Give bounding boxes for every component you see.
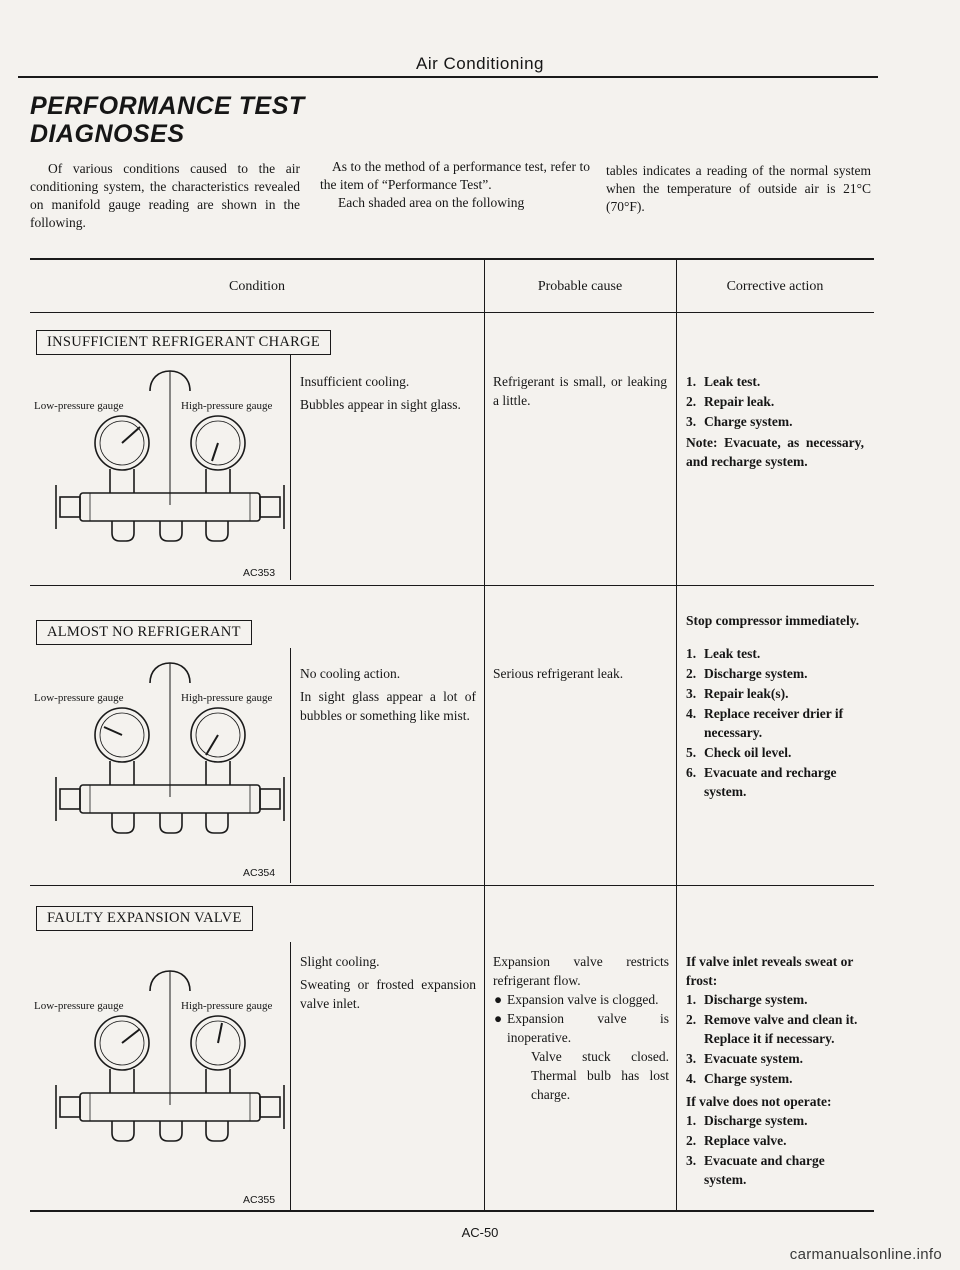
page-title-line2: DIAGNOSES [30,120,185,148]
probable-cause-cell [493,952,669,1104]
intro-paragraph: Each shaded area on the following [338,195,525,210]
note-label: Note: [686,435,718,450]
action-note [686,433,864,471]
action-step: 1. Discharge system. [686,1113,808,1128]
row-divider [30,585,874,586]
manifold-gauge-diagram [50,965,290,1160]
action-step: 4. Replace receiver drier if necessary. [686,706,844,740]
action-step: 4. Charge system. [686,1071,793,1086]
action-step: 3. Repair leak(s). [686,686,789,701]
action-step: 2. Remove valve and clean it. Replace it if necessary. [686,1012,858,1046]
action-step: 2. Replace valve. [686,1133,787,1148]
corrective-action-cell [686,611,864,802]
cause-text: Refrigerant is small, or leaking a little. [493,374,667,408]
column-header-probable-cause: Probable cause [537,279,623,294]
action-step: 5. Check oil level. [686,745,792,760]
header-rule [18,76,878,78]
cause-bullet: ● Expansion valve is clogged. [494,992,659,1007]
note-text: Evacuate, as necessary, and recharge system. [686,435,864,469]
symptoms-cell [300,372,476,418]
column-divider [484,258,485,1210]
symptom-text: No cooling action. [300,666,401,681]
corrective-action-cell [686,372,864,471]
action-group-title: If valve inlet reveals sweat or frost: [686,954,854,988]
symptom-text: Insufficient cooling. [300,374,410,389]
row-divider [30,885,874,886]
figure-code: AC355 [243,1194,276,1206]
intro-paragraph: tables indicates a reading of the normal system when the temperature of outside air is 21°C (70°F). [606,163,871,214]
table-header-rule [30,312,874,313]
action-step: 6. Evacuate and recharge system. [686,765,837,799]
low-pressure-gauge-label: Low-pressure gauge [34,400,124,412]
symptom-text: Bubbles appear in sight glass. [300,397,461,412]
action-step: 1. Leak test. [686,646,761,661]
manifold-gauge-diagram [50,657,290,852]
high-pressure-gauge-label: High-pressure gauge [181,692,273,704]
action-step: 1. Discharge system. [686,992,808,1007]
intro-column-2 [320,158,590,212]
low-pressure-gauge-label: Low-pressure gauge [34,692,124,704]
action-step: 3. Evacuate system. [686,1051,803,1066]
symptoms-cell [300,952,476,1017]
intro-paragraph: Of various conditions caused to the air conditioning system, the characteristics revealed on manifold gauge reading are shown in the following. [30,161,300,230]
page-title [30,92,305,148]
high-pressure-gauge-label: High-pressure gauge [181,1000,273,1012]
probable-cause-cell [493,664,667,687]
cause-text: Serious refrigerant leak. [493,666,624,681]
action-step: 1. Leak test. [686,374,761,389]
action-step: 3. Charge system. [686,414,793,429]
low-pressure-gauge-label: Low-pressure gauge [34,1000,124,1012]
column-header-condition: Condition [228,279,285,294]
figure-code: AC354 [243,867,276,879]
condition-title: INSUFFICIENT REFRIGERANT CHARGE [36,330,331,355]
watermark: carmanualsonline.info [789,1246,942,1263]
column-header-corrective-action: Corrective action [726,279,824,294]
page-title-line1: PERFORMANCE TEST [30,92,305,120]
symptom-divider [290,648,291,883]
intro-column-1 [30,160,300,232]
symptoms-cell [300,664,476,729]
condition-title: FAULTY EXPANSION VALVE [36,906,253,931]
manifold-gauge-diagram [50,365,290,560]
symptom-text: Sweating or frosted expansion valve inlet. [300,977,476,1011]
action-lead: Stop compressor immediately. [686,613,860,628]
symptom-text: In sight glass appear a lot of bubbles or something like mist. [300,689,476,723]
cause-bullet: ● Expansion valve is inoperative. [494,1011,669,1045]
action-step: 2. Discharge system. [686,666,808,681]
high-pressure-gauge-label: High-pressure gauge [181,400,273,412]
action-step: 2. Repair leak. [686,394,775,409]
symptom-divider [290,942,291,1210]
cause-sub-detail: Valve stuck closed. Thermal bulb has lost charge. [531,1049,669,1102]
action-group-title: If valve does not operate: [686,1094,832,1109]
intro-paragraph: As to the method of a performance test, refer to the item of “Performance Test”. [320,159,590,192]
column-divider [676,258,677,1210]
figure-code: AC353 [243,567,276,579]
intro-column-3 [606,162,871,216]
probable-cause-cell [493,372,667,414]
page-number: AC-50 [461,1225,499,1240]
section-header: Air Conditioning [415,54,544,73]
table-top-rule [30,258,874,260]
symptom-divider [290,355,291,580]
action-step: 3. Evacuate and charge system. [686,1153,825,1187]
cause-text: Expansion valve restricts refrigerant flow. [493,954,669,988]
table-bottom-rule [30,1210,874,1212]
symptom-text: Slight cooling. [300,954,380,969]
corrective-action-cell [686,952,864,1190]
condition-title: ALMOST NO REFRIGERANT [36,620,252,645]
